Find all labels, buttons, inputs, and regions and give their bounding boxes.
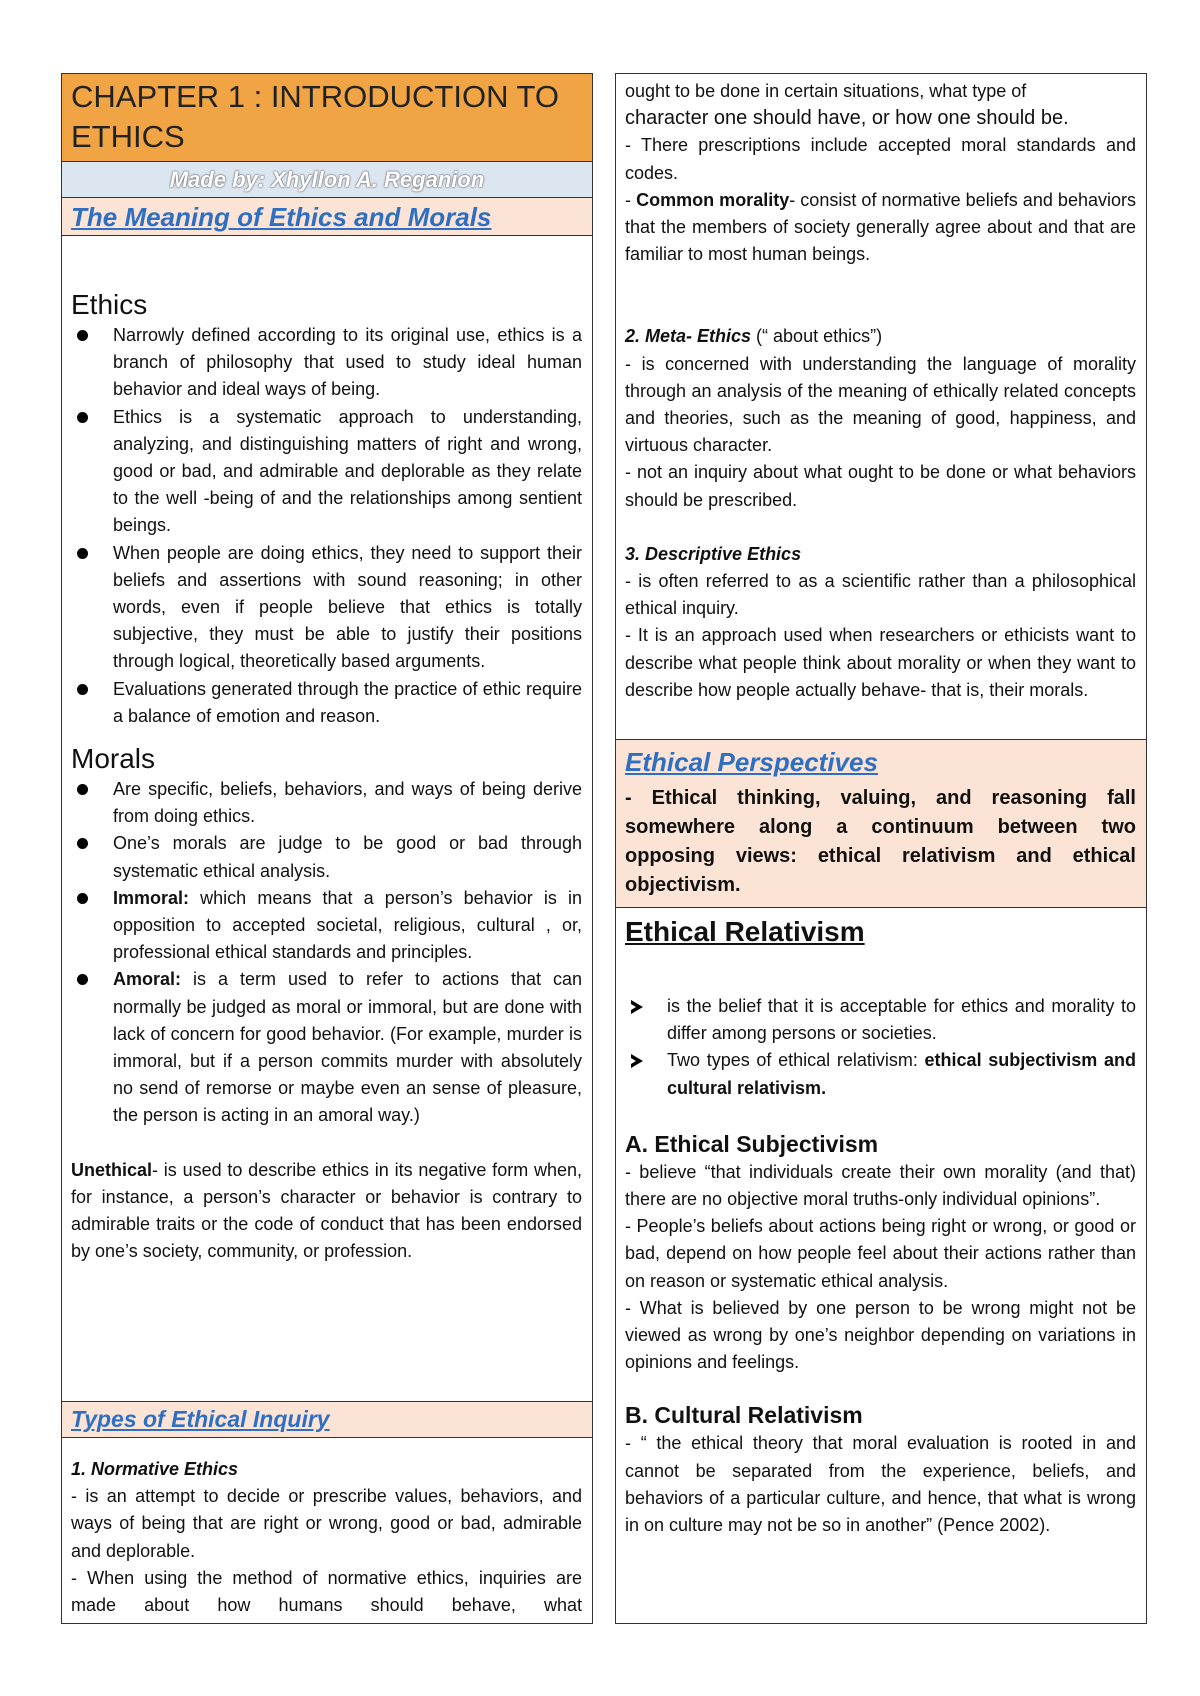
bullet-icon <box>77 974 88 985</box>
normative-heading: 1. Normative Ethics <box>71 1459 239 1479</box>
bullet-icon <box>77 684 88 695</box>
normative-cont-line1: ought to be done in certain situations, what type of <box>625 81 1027 101</box>
relativism-heading: Ethical Relativism <box>625 916 865 947</box>
subjectivism-p2: - People’s beliefs about actions being right or wrong, or good or bad, depend on how people feel about their actions rather than on reason or systematic ethical analysis. <box>625 1216 1136 1291</box>
morals-heading: Morals <box>71 743 156 775</box>
ethics-bullet-1: Narrowly defined according to its original use, ethics is a branch of philosophy that used to study ideal human behavior and ideal ways of being. <box>71 322 582 404</box>
relativism-list <box>625 993 1136 1102</box>
ethics-list <box>71 322 582 730</box>
meta-p2: - not an inquiry about what ought to be done or what behaviors should be prescribed. <box>625 462 1136 510</box>
chapter-title-cell <box>62 74 592 162</box>
ethics-bullet-3: When people are doing ethics, they need to support their beliefs and assertions with sound reasoning; in other words, even if people believe that ethics is totally subjective, they must be able to justify their positions through logical, theoretically based arguments. <box>71 540 582 676</box>
meaning-body <box>62 236 592 1266</box>
subjectivism-p3: - What is believed by one person to be wrong might not be viewed as wrong by one’s neighbor depending on variations in opinions and feelings. <box>625 1297 1136 1373</box>
section-title-types: Types of Ethical Inquiry <box>71 1406 330 1432</box>
arrow-bullet-icon <box>631 1000 643 1014</box>
right-column <box>615 73 1147 1624</box>
continuation-block <box>615 73 1147 740</box>
morals-bullet-1: Are specific, beliefs, behaviors, and ways of being derive from doing ethics. <box>71 776 582 830</box>
bullet-icon <box>77 548 88 559</box>
bullet-icon <box>77 412 88 423</box>
bullet-icon <box>77 838 88 849</box>
perspectives-text: - Ethical thinking, valuing, and reasoning fall somewhere along a continuum between two opposing views: ethical relativism and ethical objectivism. <box>625 787 1136 896</box>
section-title-meaning: The Meaning of Ethics and Morals <box>71 202 492 232</box>
subjectivism-p1: - believe “that individuals create their own morality (and that) there are no objective moral truths-only individual opinions”. <box>625 1161 1136 1210</box>
subjectivism-heading: A. Ethical Subjectivism <box>625 1130 879 1157</box>
chapter-title: CHAPTER 1 : INTRODUCTION TO ETHICS <box>71 79 560 154</box>
relativism-bullet-1: is the belief that it is acceptable for ethics and morality to differ among persons or societies. <box>625 993 1136 1047</box>
types-body <box>62 1456 592 1619</box>
bullet-icon <box>77 893 88 904</box>
ethics-bullet-2: Ethics is a systematic approach to understanding, analyzing, and distinguishing matters of right and wrong, good or bad, and admirable and deplorable as they relate to the well -being of and the relationships among sentient beings. <box>71 404 582 540</box>
bullet-icon <box>77 784 88 795</box>
section-meaning-cell <box>62 198 592 236</box>
relativism-bullet-2: Two types of ethical relativism: ethical subjectivism and cultural relativism. <box>625 1047 1136 1101</box>
arrow-bullet-icon <box>631 1054 643 1068</box>
relativism-block <box>615 908 1147 1624</box>
perspectives-cell <box>615 740 1147 908</box>
made-by: Made by: Xhyllon A. Reganion <box>169 167 485 192</box>
cultural-p1: - “ the ethical theory that moral evaluation is rooted in and cannot be separated from the experience, beliefs, and behaviors of a particular culture, and hence, that what is wrong in on culture may not be so in another” (Pence 2002). <box>625 1433 1136 1536</box>
meta-p1: - is concerned with understanding the language of morality through an analysis of the meaning of ethically related concepts and theories, such as the meaning of good, happiness, and virtuous character. <box>625 353 1136 456</box>
left-column <box>61 73 593 1624</box>
morals-bullet-immoral: Immoral: which means that a person’s behavior is in opposition to accepted societal, religious, cultural , or, professional ethical standards and principles. <box>71 885 582 967</box>
descriptive-p1: - is often referred to as a scientific rather than a philosophical ethical inquiry. <box>625 571 1136 619</box>
cultural-heading: B. Cultural Relativism <box>625 1402 863 1429</box>
ethics-bullet-4: Evaluations generated through the practice of ethic require a balance of emotion and reason. <box>71 676 582 730</box>
morals-bullet-2: One’s morals are judge to be good or bad through systematic ethical analysis. <box>71 830 582 884</box>
morals-bullet-amoral: Amoral: is a term used to refer to actions that can normally be judged as moral or immoral, but are done with lack of concern for good behavior. (For example, murder is immoral, but if a person commits murder with absolutely no send of remorse or maybe even an sense of pleasure, the person is acting in an amoral way.) <box>71 966 582 1129</box>
common-morality-paragraph: - Common morality- consist of normative beliefs and behaviors that the members of society generally agree about and that are familiar to most human beings. <box>625 189 1136 265</box>
normative-p1: - is an attempt to decide or prescribe values, behaviors, and ways of being that are right or wrong, good or bad, admirable and deplorable. <box>71 1486 582 1561</box>
ethics-heading: Ethics <box>71 289 148 320</box>
made-by-cell <box>62 162 592 198</box>
section-title-perspectives: Ethical Perspectives <box>625 747 878 777</box>
unethical-paragraph: Unethical- is used to describe ethics in its negative form when, for instance, a person’s character or behavior is contrary to admirable traits or the code of conduct that has been endorsed by one’s society, community, or profession. <box>71 1159 582 1262</box>
descriptive-heading: 3. Descriptive Ethics <box>625 543 802 564</box>
bullet-icon <box>77 330 88 341</box>
normative-cont-line2: character one should have, or how one should be. <box>625 107 1069 130</box>
descriptive-p2: - It is an approach used when researchers or ethicists want to describe what people think about morality or when they want to describe how people actually behave- that is, their morals. <box>625 625 1136 700</box>
morals-list <box>71 776 582 1130</box>
prescriptions-paragraph: - There prescriptions include accepted moral standards and codes. <box>625 135 1136 183</box>
normative-p2: - When using the method of normative ethics, inquiries are made about how humans should behave, what <box>71 1567 582 1616</box>
meta-heading: 2. Meta- Ethics (“ about ethics”) <box>625 326 883 347</box>
section-types-cell <box>62 1401 592 1438</box>
